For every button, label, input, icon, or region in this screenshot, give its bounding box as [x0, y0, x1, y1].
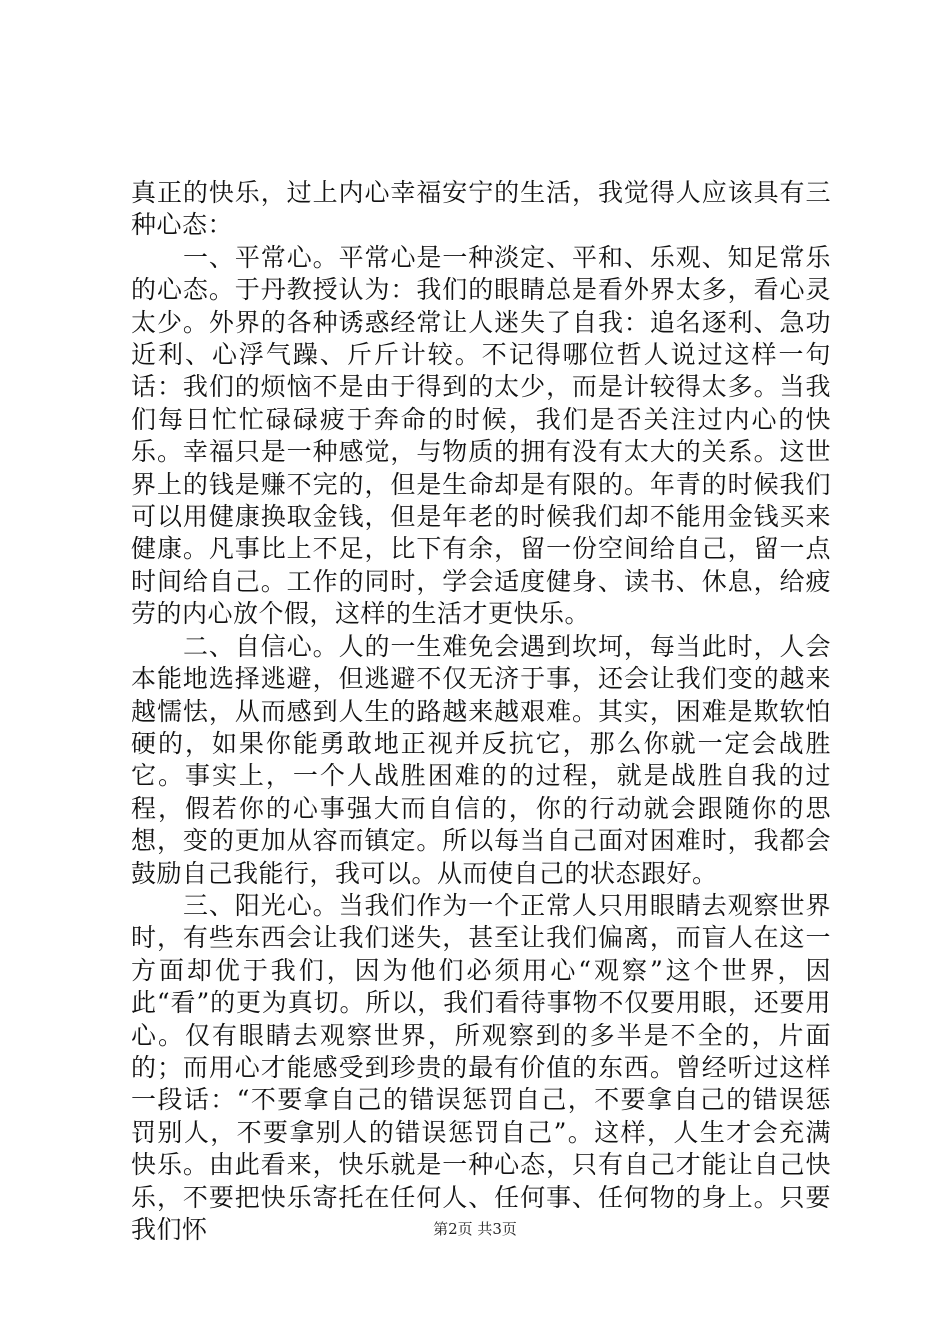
page-footer: 第2页 共3页 [433, 1220, 517, 1238]
paragraph-intro: 真正的快乐，过上内心幸福安宁的生活，我觉得人应该具有三种心态： [131, 178, 831, 240]
paragraph-sunny-mind: 三、阳光心。当我们作为一个正常人只用眼睛去观察世界时，有些东西会让我们迷失，甚至让我们偏离，而盲人在这一方面却优于我们，因为他们必须用心“观察”这个世界，因此“看”的更为真切。所以，我们看待事物不仅要用眼，还要用心。仅有眼睛去观察世界，所观察到的多半是不全的，片面的；而用心才能感受到珍贵的最有价值的东西。曾经听过这样一段话：“不要拿自己的错误惩罚自己，不要拿自己的错误惩罚别人，不要拿别人的错误惩罚自己”。这样，人生才会充满快乐。由此看来，快乐就是一种心态，只有自己才能让自己快乐，不要把快乐寄托在任何人、任何事、任何物的身上。只要我们怀 [131, 890, 831, 1244]
body-text [131, 177, 831, 1246]
paragraph-self-confidence: 二、自信心。人的一生难免会遇到坎坷，每当此时，人会本能地选择逃避，但逃避不仅无济于事，还会让我们变的越来越懦怯，从而感到人生的路越来越艰难。其实，困难是欺软怕硬的，如果你能勇敢地正视并反抗它，那么你就一定会战胜它。事实上，一个人战胜困难的的过程，就是战胜自我的过程，假若你的心事强大而自信的，你的行动就会跟随你的思想，变的更加从容而镇定。所以每当自己面对困难时，我都会鼓励自己我能行，我可以。从而使自己的状态跟好。 [131, 631, 831, 888]
paragraph-ordinary-mind: 一、平常心。平常心是一种淡定、平和、乐观、知足常乐的心态。于丹教授认为：我们的眼睛总是看外界太多，看心灵太少。外界的各种诱惑经常让人迷失了自我：追名逐利、急功近利、心浮气躁、斤斤计较。不记得哪位哲人说过这样一句话：我们的烦恼不是由于得到的太少，而是计较得太多。当我们每日忙忙碌碌疲于奔命的时候，我们是否关注过内心的快乐。幸福只是一种感觉，与物质的拥有没有太大的关系。这世界上的钱是赚不完的，但是生命却是有限的。年青的时候我们可以用健康换取金钱，但是年老的时候我们却不能用金钱买来健康。凡事比上不足，比下有余，留一份空间给自己，留一点时间给自己。工作的同时，学会适度健身、读书、休息，给疲劳的内心放个假，这样的生活才更快乐。 [131, 242, 831, 629]
